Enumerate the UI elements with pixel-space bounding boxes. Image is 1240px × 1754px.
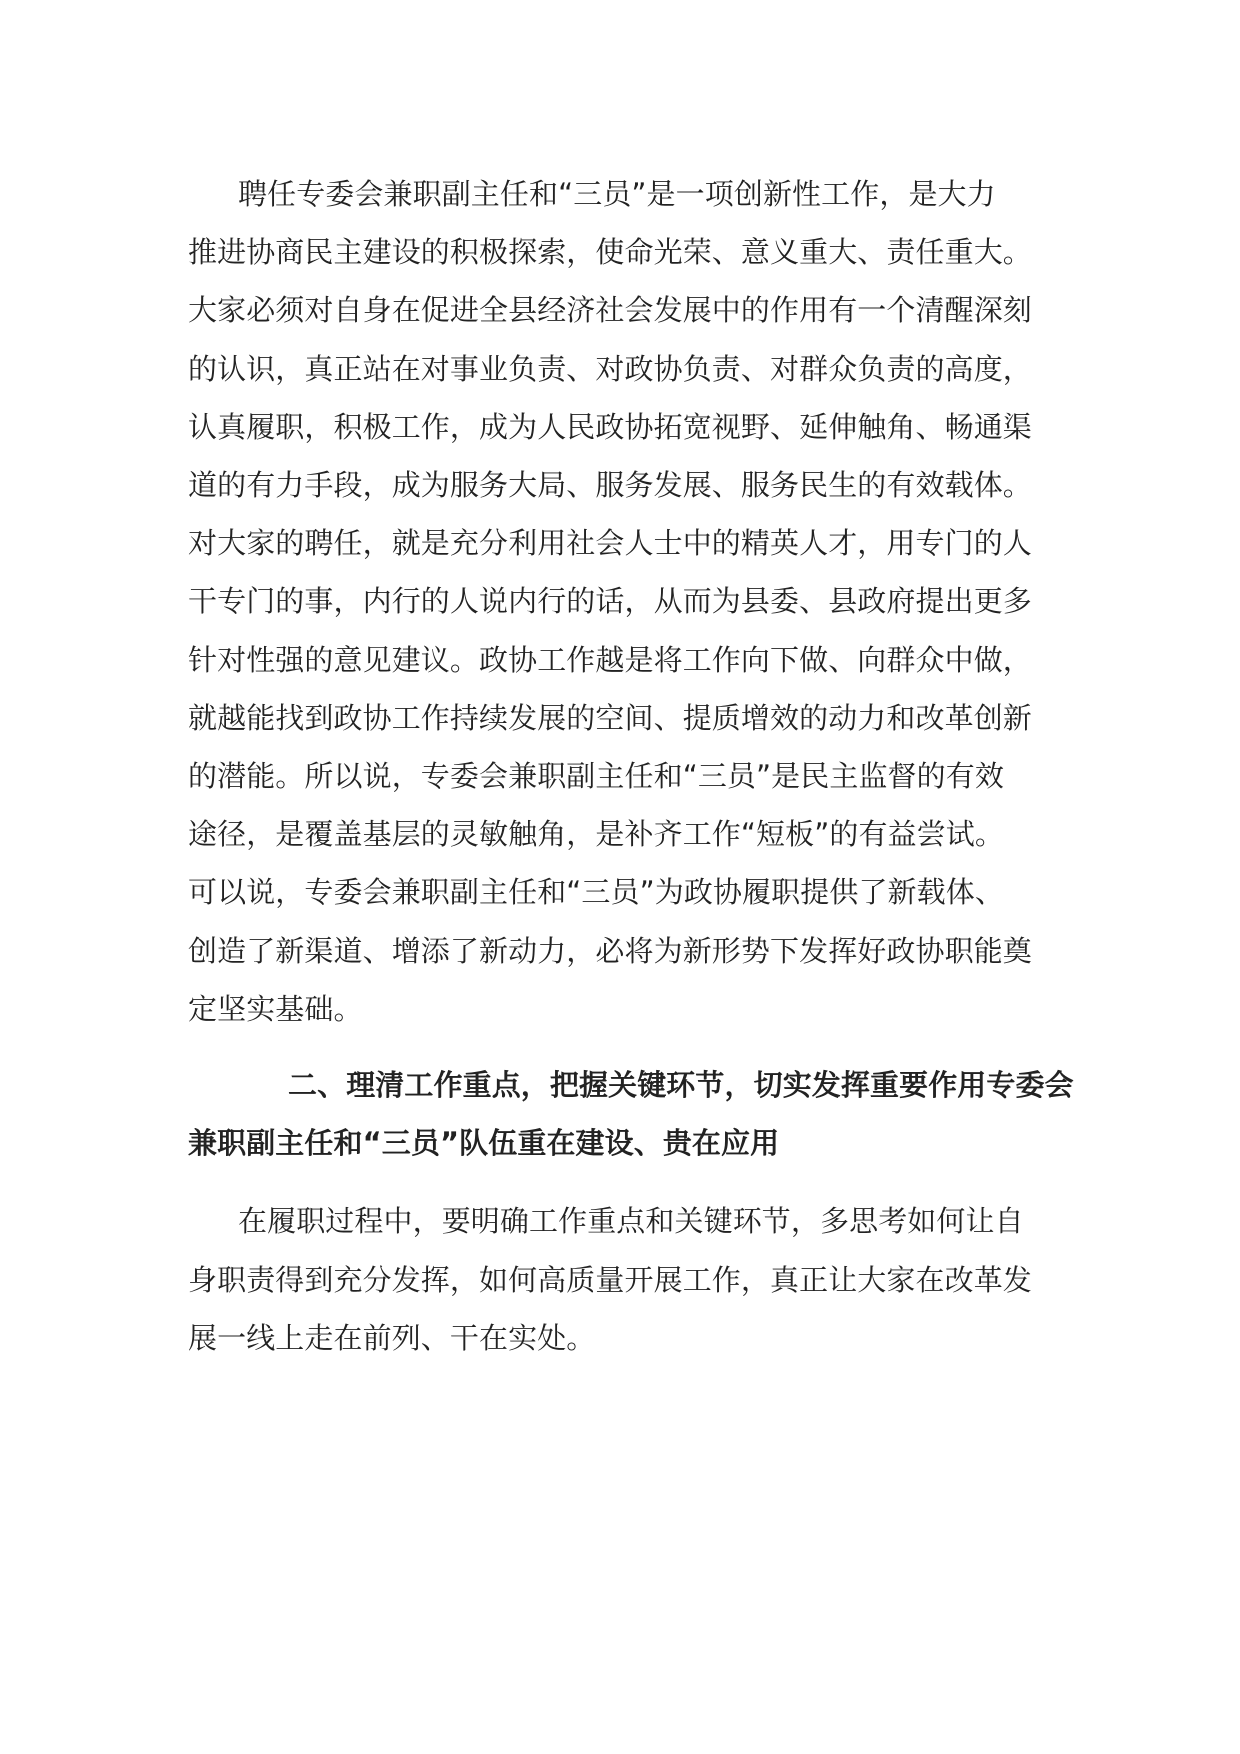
paragraph-1-line-10: 就越能找到政协工作持续发展的空间、提质增效的动力和改革创新 bbox=[188, 700, 1032, 735]
paragraph-1-line-13: 可以说，专委会兼职副主任和“三员”为政协履职提供了新载体、 bbox=[188, 875, 1004, 910]
paragraph-1-line-6: 道的有力手段，成为服务大局、服务发展、服务民生的有效载体。 bbox=[188, 468, 1032, 503]
paragraph-2-line-1: 在履职过程中，要明确工作重点和关键环节，多思考如何让自 bbox=[238, 1204, 1024, 1239]
paragraph-1-line-15: 定坚实基础。 bbox=[188, 991, 363, 1026]
paragraph-1-line-3: 大家必须对自身在促进全县经济社会发展中的作用有一个清醒深刻 bbox=[188, 293, 1032, 328]
paragraph-1-line-2: 推进协商民主建设的积极探索，使命光荣、意义重大、责任重大。 bbox=[188, 235, 1032, 270]
section-heading-line-1: 二、理清工作重点，把握关键环节，切实发挥重要作用专委会 bbox=[288, 1068, 1074, 1103]
paragraph-1-line-9: 针对性强的意见建议。政协工作越是将工作向下做、向群众中做， bbox=[188, 642, 1032, 677]
paragraph-1-line-14: 创造了新渠道、增添了新动力，必将为新形势下发挥好政协职能奠 bbox=[188, 933, 1032, 968]
section-heading-line-2: 兼职副主任和“三员”队伍重在建设、贵在应用 bbox=[188, 1126, 780, 1161]
paragraph-2-line-3: 展一线上走在前列、干在实处。 bbox=[188, 1320, 596, 1355]
paragraph-1-line-5: 认真履职，积极工作，成为人民政协拓宽视野、延伸触角、畅通渠 bbox=[188, 409, 1032, 444]
paragraph-1-line-12: 途径，是覆盖基层的灵敏触角，是补齐工作“短板”的有益尝试。 bbox=[188, 817, 1004, 852]
section-heading bbox=[188, 1056, 1074, 1172]
body-paragraph-1 bbox=[188, 165, 1052, 1038]
body-paragraph-2 bbox=[188, 1192, 1052, 1367]
paragraph-1-line-8: 干专门的事，内行的人说内行的话，从而为县委、县政府提出更多 bbox=[188, 584, 1032, 619]
document-content bbox=[188, 165, 1074, 1367]
paragraph-1-line-11: 的潜能。所以说，专委会兼职副主任和“三员”是民主监督的有效 bbox=[188, 759, 1004, 794]
paragraph-1-line-4: 的认识，真正站在对事业负责、对政协负责、对群众负责的高度， bbox=[188, 351, 1032, 386]
paragraph-2-line-2: 身职责得到充分发挥，如何高质量开展工作，真正让大家在改革发 bbox=[188, 1262, 1032, 1297]
paragraph-1-line-7: 对大家的聘任，就是充分利用社会人士中的精英人才，用专门的人 bbox=[188, 526, 1032, 561]
paragraph-1-line-1: 聘任专委会兼职副主任和“三员”是一项创新性工作，是大力 bbox=[238, 177, 996, 211]
